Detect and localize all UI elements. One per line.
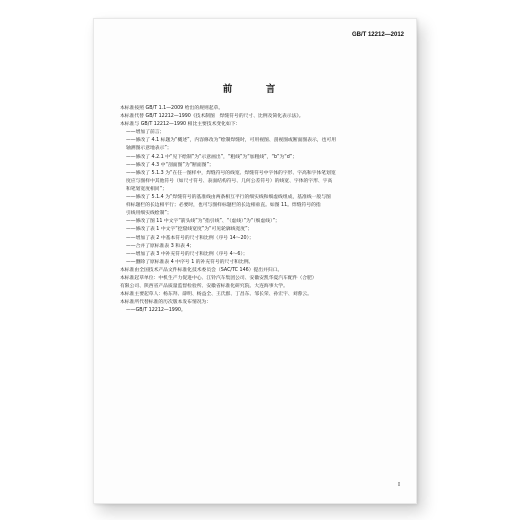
text-line: 度应与图样中其他符号（如尺寸符号、表面结构符号、几何公差符号）的线宽、字体的字形、字高 [126, 178, 333, 184]
text-line: 本标准由全国技术产品文件标准化技术委员会（SAC/TC 146）提出并归口。 [120, 267, 283, 273]
text-line: 引线用细实线绘制”； [126, 211, 172, 217]
text-line: 本标准按照 GB/T 1.1—2009 给出的规则起草。 [120, 106, 224, 111]
text-line: 轴测图示意地表示”； [126, 146, 172, 152]
page-title: 前 言 [222, 84, 288, 95]
document-page [93, 18, 417, 504]
text-line: 本标准与 GB/T 12212—1990 相比主要技术变化如下： [120, 122, 241, 128]
text-line: ——增加了前言； [126, 130, 165, 136]
text-line: 样标题栏的长边相平行；必要时，也可与图样标题栏的长边相垂直。如图 11。焊缝符号的指 [126, 203, 321, 209]
text-line: ——修改了图 11 中文字“箭头线”为“指引线”、“（虚线）”为“（细虚线）”； [126, 219, 280, 225]
text-line: 本标准代替 GB/T 12212—1990《技术制图 焊缝符号的尺寸、比例及简化表示法》。 [120, 114, 304, 120]
text-line: ——增加了表 2 中基本符号的尺寸和比例（序号 14～20）； [126, 235, 254, 241]
text-line: ——修改了表 1 中文字“挖窟线宽度”为“可见轮廓线宽度”； [126, 227, 253, 233]
document-body [120, 105, 402, 315]
standard-code: GB/T 12212—2012 [351, 32, 404, 38]
text-line: ——增加了表 3 中补充符号的尺寸和比例（序号 4～6）； [126, 251, 248, 257]
text-line: 本标准主要起草人：杨东拜、薛明、杨益全、王氏群、丁昌东、邹长荣、孙宏宇、刘蓉云。 [120, 292, 312, 298]
text-line: ——修改了 5.1.4 为“焊缝符号的基准线由两条相互平行的细实线和细虚线组成，基准线一般与图 [126, 195, 331, 201]
text-line: ——修改了 4.3 中“剖面图”为“断面图”； [126, 162, 214, 168]
text-line: ——删除了原标准表 4 中序号 1 的补充符号的尺寸和比例。 [126, 259, 254, 265]
text-line: 和笔划宽度相同”； [126, 186, 167, 192]
text-line: ——合并了原标准表 3 和表 4； [126, 243, 195, 249]
text-line: 本标准起草单位：中机生产力促进中心、江铃汽车集团公司、安徽安凯华夏汽车配件（合肥） [120, 275, 317, 281]
text-line: ——修改了 4.1 标题为“概述”，内容修改为“绘制焊缝时，可用视图、剖视图或断面图表示，也可用 [126, 138, 337, 144]
text-line: ——GB/T 12212—1990。 [126, 308, 186, 314]
text-line: ——修改了 5.1.3 为“在任一图样中，焊缝符号的线宽、焊缝符号中字体的字形、字高和字体笔划宽 [126, 170, 336, 176]
text-line: 本标准所代替标准的历次版本发布情况为： [120, 300, 212, 306]
page-number: I [398, 482, 400, 488]
text-line: 有限公司、陕西省产品质量监督检验所、安徽省标准化研究院、大连海事大学。 [120, 284, 288, 290]
text-line: ——修改了 4.2.1 中“见下绘制”为“示意画出”，“粗线”为“加粗线”，“b”为“d”； [126, 154, 298, 160]
